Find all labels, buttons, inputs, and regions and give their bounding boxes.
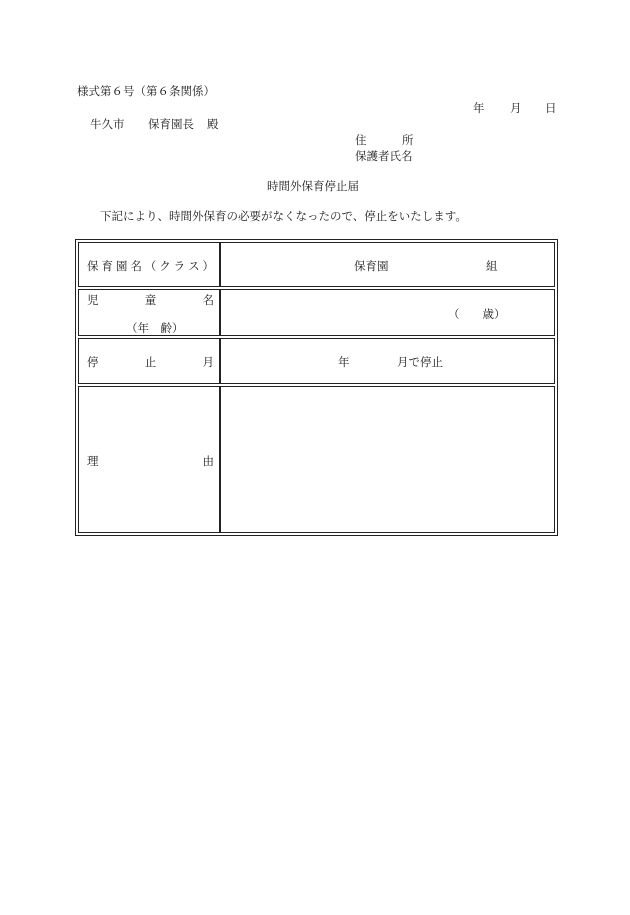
child-age-value: （ 歳） [448, 307, 506, 321]
child-label-cell [78, 289, 220, 336]
stop-month-label-cell [78, 338, 220, 384]
address-label-char-2: 所 [402, 133, 414, 147]
nursery-value-cell[interactable] [220, 242, 555, 287]
stop-year-suffix: 年 [338, 355, 350, 369]
nursery-suffix: 保育園 [354, 259, 389, 273]
document-title: 時間外保育停止届 [267, 179, 359, 193]
date-day-label: 日 [545, 101, 557, 115]
intro-text: 下記により、時間外保育の必要がなくなったので、停止をいたします。 [100, 209, 467, 223]
date-month-label: 月 [510, 101, 522, 115]
date-year-label: 年 [473, 101, 485, 115]
child-name-label: 児 童 名 [87, 293, 214, 307]
stop-month-suffix: 月で停止 [397, 355, 443, 369]
reason-label: 理 由 [87, 454, 214, 468]
reason-label-cell [78, 386, 220, 533]
child-age-label: （年 齢） [126, 321, 184, 335]
address-label-char-1: 住 [355, 133, 367, 147]
recipient-office: 保育園長 [148, 117, 194, 131]
reason-value-cell[interactable] [220, 386, 555, 533]
guardian-name-label: 保護者氏名 [355, 149, 413, 163]
child-value-cell[interactable] [220, 289, 555, 336]
form-number: 様式第６号（第６条関係） [77, 84, 215, 98]
nursery-label: 保 育 園 名 （ ク ラ ス ） [87, 259, 214, 273]
recipient-city: 牛久市 [90, 117, 125, 131]
recipient-honorific: 殿 [207, 117, 219, 131]
nursery-label-cell [78, 242, 220, 287]
class-suffix: 組 [486, 259, 498, 273]
stop-month-value-cell[interactable] [220, 338, 555, 384]
stop-month-label: 停 止 月 [87, 355, 214, 369]
form-table [75, 239, 558, 536]
